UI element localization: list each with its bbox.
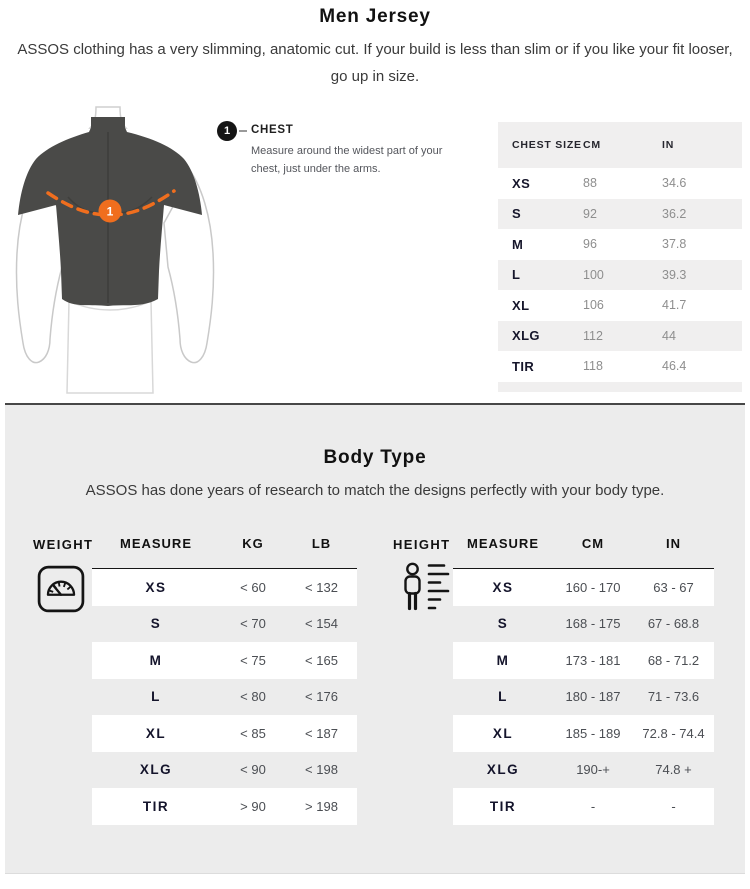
in-value: 72.8 - 74.4 [642, 725, 705, 741]
cm-value: 168 - 175 [565, 616, 621, 632]
chest-marker: 1 [217, 121, 237, 141]
height-table [453, 568, 714, 825]
size-label: TIR [142, 798, 170, 814]
lb-value: < 154 [305, 616, 338, 632]
chest-marker-number: 1 [106, 204, 114, 219]
in-value: - [671, 798, 676, 814]
table-row [498, 199, 742, 230]
size-label: XLG [512, 328, 540, 344]
cm-value: 173 - 181 [565, 652, 621, 668]
kg-value: < 60 [240, 579, 266, 595]
size-label: TIR [489, 798, 517, 814]
table-row [453, 569, 714, 606]
table-row [453, 642, 714, 679]
body-type-subtitle: ASSOS has done years of research to match the designs perfectly with your body type. [85, 482, 665, 499]
weight-table [92, 568, 357, 825]
cm-value: 190-+ [576, 762, 610, 778]
size-label: XL [492, 725, 514, 741]
table-row [92, 679, 357, 716]
table-row [92, 606, 357, 643]
in-value: 41.7 [662, 298, 687, 313]
size-label: M [149, 652, 163, 668]
kg-value: < 75 [240, 652, 266, 668]
height-label: HEIGHT [393, 537, 451, 552]
cm-value: 100 [583, 267, 604, 282]
kg-value: > 90 [240, 798, 266, 814]
intro-text: ASSOS clothing has a very slimming, anatomic cut. If your build is less than slim or if you like your fit looser, go up in size. [17, 41, 733, 85]
body-type-title: Body Type [323, 447, 427, 468]
size-label: L [512, 267, 521, 283]
column-header-chest-size: CHEST SIZE [512, 139, 582, 151]
table-row [92, 642, 357, 679]
size-label: S [150, 616, 162, 632]
size-label: XLG [486, 762, 520, 778]
size-label: S [497, 616, 509, 632]
cm-value: 160 - 170 [565, 579, 621, 595]
table-row [92, 788, 357, 825]
size-label: XL [145, 725, 167, 741]
in-value: 46.4 [662, 359, 687, 374]
size-label: TIR [512, 358, 535, 374]
size-label: XS [145, 579, 167, 595]
in-value: 39.3 [662, 267, 687, 282]
size-label: XLG [139, 762, 173, 778]
in-value: 71 - 73.6 [647, 689, 700, 705]
marker-connector-line [239, 130, 247, 132]
size-label: L [498, 689, 508, 705]
size-label: L [151, 689, 161, 705]
size-label: XS [512, 175, 531, 191]
kg-value: < 90 [240, 762, 266, 778]
scale-icon [37, 565, 85, 618]
kg-value: < 80 [240, 689, 266, 705]
column-header-in: IN [666, 536, 681, 551]
cm-value: 106 [583, 298, 604, 313]
lb-value: < 176 [305, 689, 338, 705]
in-value: 67 - 68.8 [647, 616, 700, 632]
cm-value: 118 [583, 359, 603, 374]
jersey-illustration [10, 105, 220, 395]
column-header-lb: LB [311, 536, 332, 551]
table-row [498, 321, 742, 352]
size-label: XL [512, 297, 530, 313]
size-label: M [496, 652, 510, 668]
cm-value: - [590, 798, 596, 814]
table-row [453, 606, 714, 643]
lb-value: < 165 [305, 652, 338, 668]
table-row [498, 290, 742, 321]
lb-value: < 132 [305, 579, 338, 595]
table-row [453, 715, 714, 752]
column-header-kg: KG [242, 536, 264, 551]
lower-body-shape [67, 301, 153, 393]
in-value: 36.2 [662, 206, 687, 221]
cm-value: 88 [583, 176, 597, 191]
table-row [92, 715, 357, 752]
table-row [498, 168, 742, 199]
jersey-figure-svg [10, 105, 220, 395]
in-value: 74.8 + [655, 762, 692, 778]
cm-value: 185 - 189 [565, 725, 621, 741]
column-header-cm: CM [583, 139, 601, 151]
in-value: 68 - 71.2 [647, 652, 700, 668]
weight-label: WEIGHT [33, 537, 94, 552]
column-header-measure: MEASURE [119, 536, 192, 551]
table-row [453, 679, 714, 716]
lb-value: > 198 [305, 798, 338, 814]
cm-value: 92 [583, 206, 597, 221]
cm-value: 96 [583, 237, 597, 252]
in-value: 34.6 [662, 176, 687, 191]
size-label: S [512, 206, 522, 222]
chest-size-table [498, 122, 742, 392]
table-row [498, 260, 742, 291]
weight-table-header [92, 536, 357, 551]
size-label: M [512, 236, 524, 252]
height-table-header [453, 536, 714, 551]
body-type-section [5, 403, 745, 874]
cm-value: 112 [583, 328, 603, 343]
table-row [498, 229, 742, 260]
column-header-cm: CM [581, 536, 605, 551]
page-title: Men Jersey [319, 6, 431, 27]
person-height-icon [399, 562, 451, 623]
column-header-measure: MEASURE [466, 536, 539, 551]
table-row [453, 788, 714, 825]
kg-value: < 70 [240, 616, 266, 632]
table-row [92, 569, 357, 606]
collar [91, 117, 125, 131]
lb-value: < 198 [305, 762, 338, 778]
kg-value: < 85 [240, 725, 266, 741]
in-value: 44 [662, 328, 676, 343]
chest-label: CHEST [251, 124, 294, 136]
chest-callout [217, 121, 477, 178]
in-value: 37.8 [662, 237, 687, 252]
lb-value: < 187 [305, 725, 338, 741]
table-row [92, 752, 357, 789]
table-row [498, 351, 742, 382]
chest-description: Measure around the widest part of your chest, just under the arms. [251, 145, 443, 176]
chest-table-header [498, 122, 742, 168]
column-header-in: IN [662, 139, 675, 151]
size-label: XS [492, 579, 514, 595]
in-value: 63 - 67 [653, 579, 694, 595]
table-row [453, 752, 714, 789]
cm-value: 180 - 187 [565, 689, 621, 705]
